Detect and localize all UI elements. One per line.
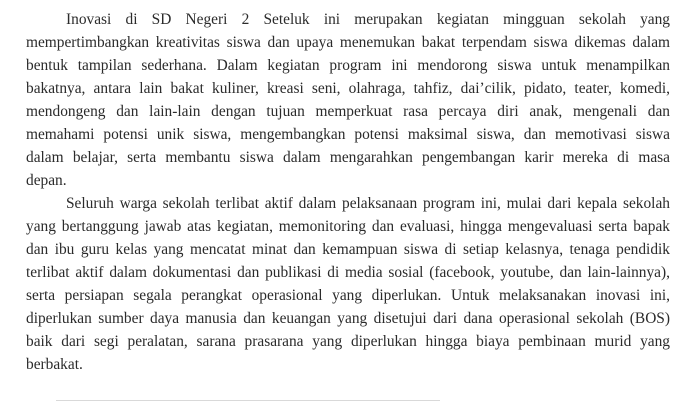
- paragraph-1-line-8: depan.: [26, 172, 67, 189]
- paragraph-2-line-1: Seluruh warga sekolah terlibat aktif dalam pelaksanaan program ini, mulai dari kepala sekolah: [66, 195, 670, 212]
- page-divider: [56, 400, 440, 401]
- paragraph-1-line-2: mempertimbangkan kreativitas siswa dan upaya menemukan bakat terpendam siswa dikemas dalam: [26, 34, 670, 51]
- paragraph-2-line-8: berbakat.: [26, 356, 83, 373]
- paragraph-2-line-2: yang bertanggung jawab atas kegiatan, memonitoring dan evaluasi, hingga mengevaluasi serta bapak: [26, 218, 670, 235]
- paragraph-1-line-4: bakatnya, antara lain bakat kuliner, kreasi seni, olahraga, tahfiz, dai’cilik, pidato, teater, komedi,: [26, 80, 670, 97]
- paragraph-1-line-1: Inovasi di SD Negeri 2 Seteluk ini merupakan kegiatan mingguan sekolah yang: [66, 11, 670, 28]
- paragraph-1-line-6: memahami potensi unik siswa, mengembangkan potensi maksimal siswa, dan memotivasi siswa: [26, 126, 670, 143]
- paragraph-2-line-7: baik dari segi peralatan, sarana prasarana yang diperlukan hingga biaya pembinaan murid yang: [26, 333, 670, 350]
- paragraph-2-line-3: dan ibu guru kelas yang mencatat minat dan kemampuan siswa di setiap kelasnya, tenaga pendidik: [26, 241, 670, 258]
- paragraph-1-line-3: bentuk tampilan sederhana. Dalam kegiatan program ini mendorong siswa untuk menampilkan: [26, 57, 670, 74]
- paragraph-1-line-7: dalam belajar, serta membantu siswa dalam mengarahkan pengembangan karir mereka di masa: [26, 149, 670, 166]
- paragraph-1-line-5: mendongeng dan lain-lain dengan tujuan memperkuat rasa percaya diri anak, mengenali dan: [26, 103, 670, 120]
- paragraph-2-line-6: diperlukan sumber daya manusia dan keuangan yang disetujui dari dana operasional sekolah (BOS): [26, 310, 670, 327]
- paragraph-2-line-5: serta persiapan segala perangkat operasional yang diperlukan. Untuk melaksanakan inovasi ini,: [26, 287, 670, 304]
- paragraph-2-line-4: terlibat aktif dalam dokumentasi dan publikasi di media sosial (facebook, youtube, dan lain-lainnya),: [26, 264, 670, 281]
